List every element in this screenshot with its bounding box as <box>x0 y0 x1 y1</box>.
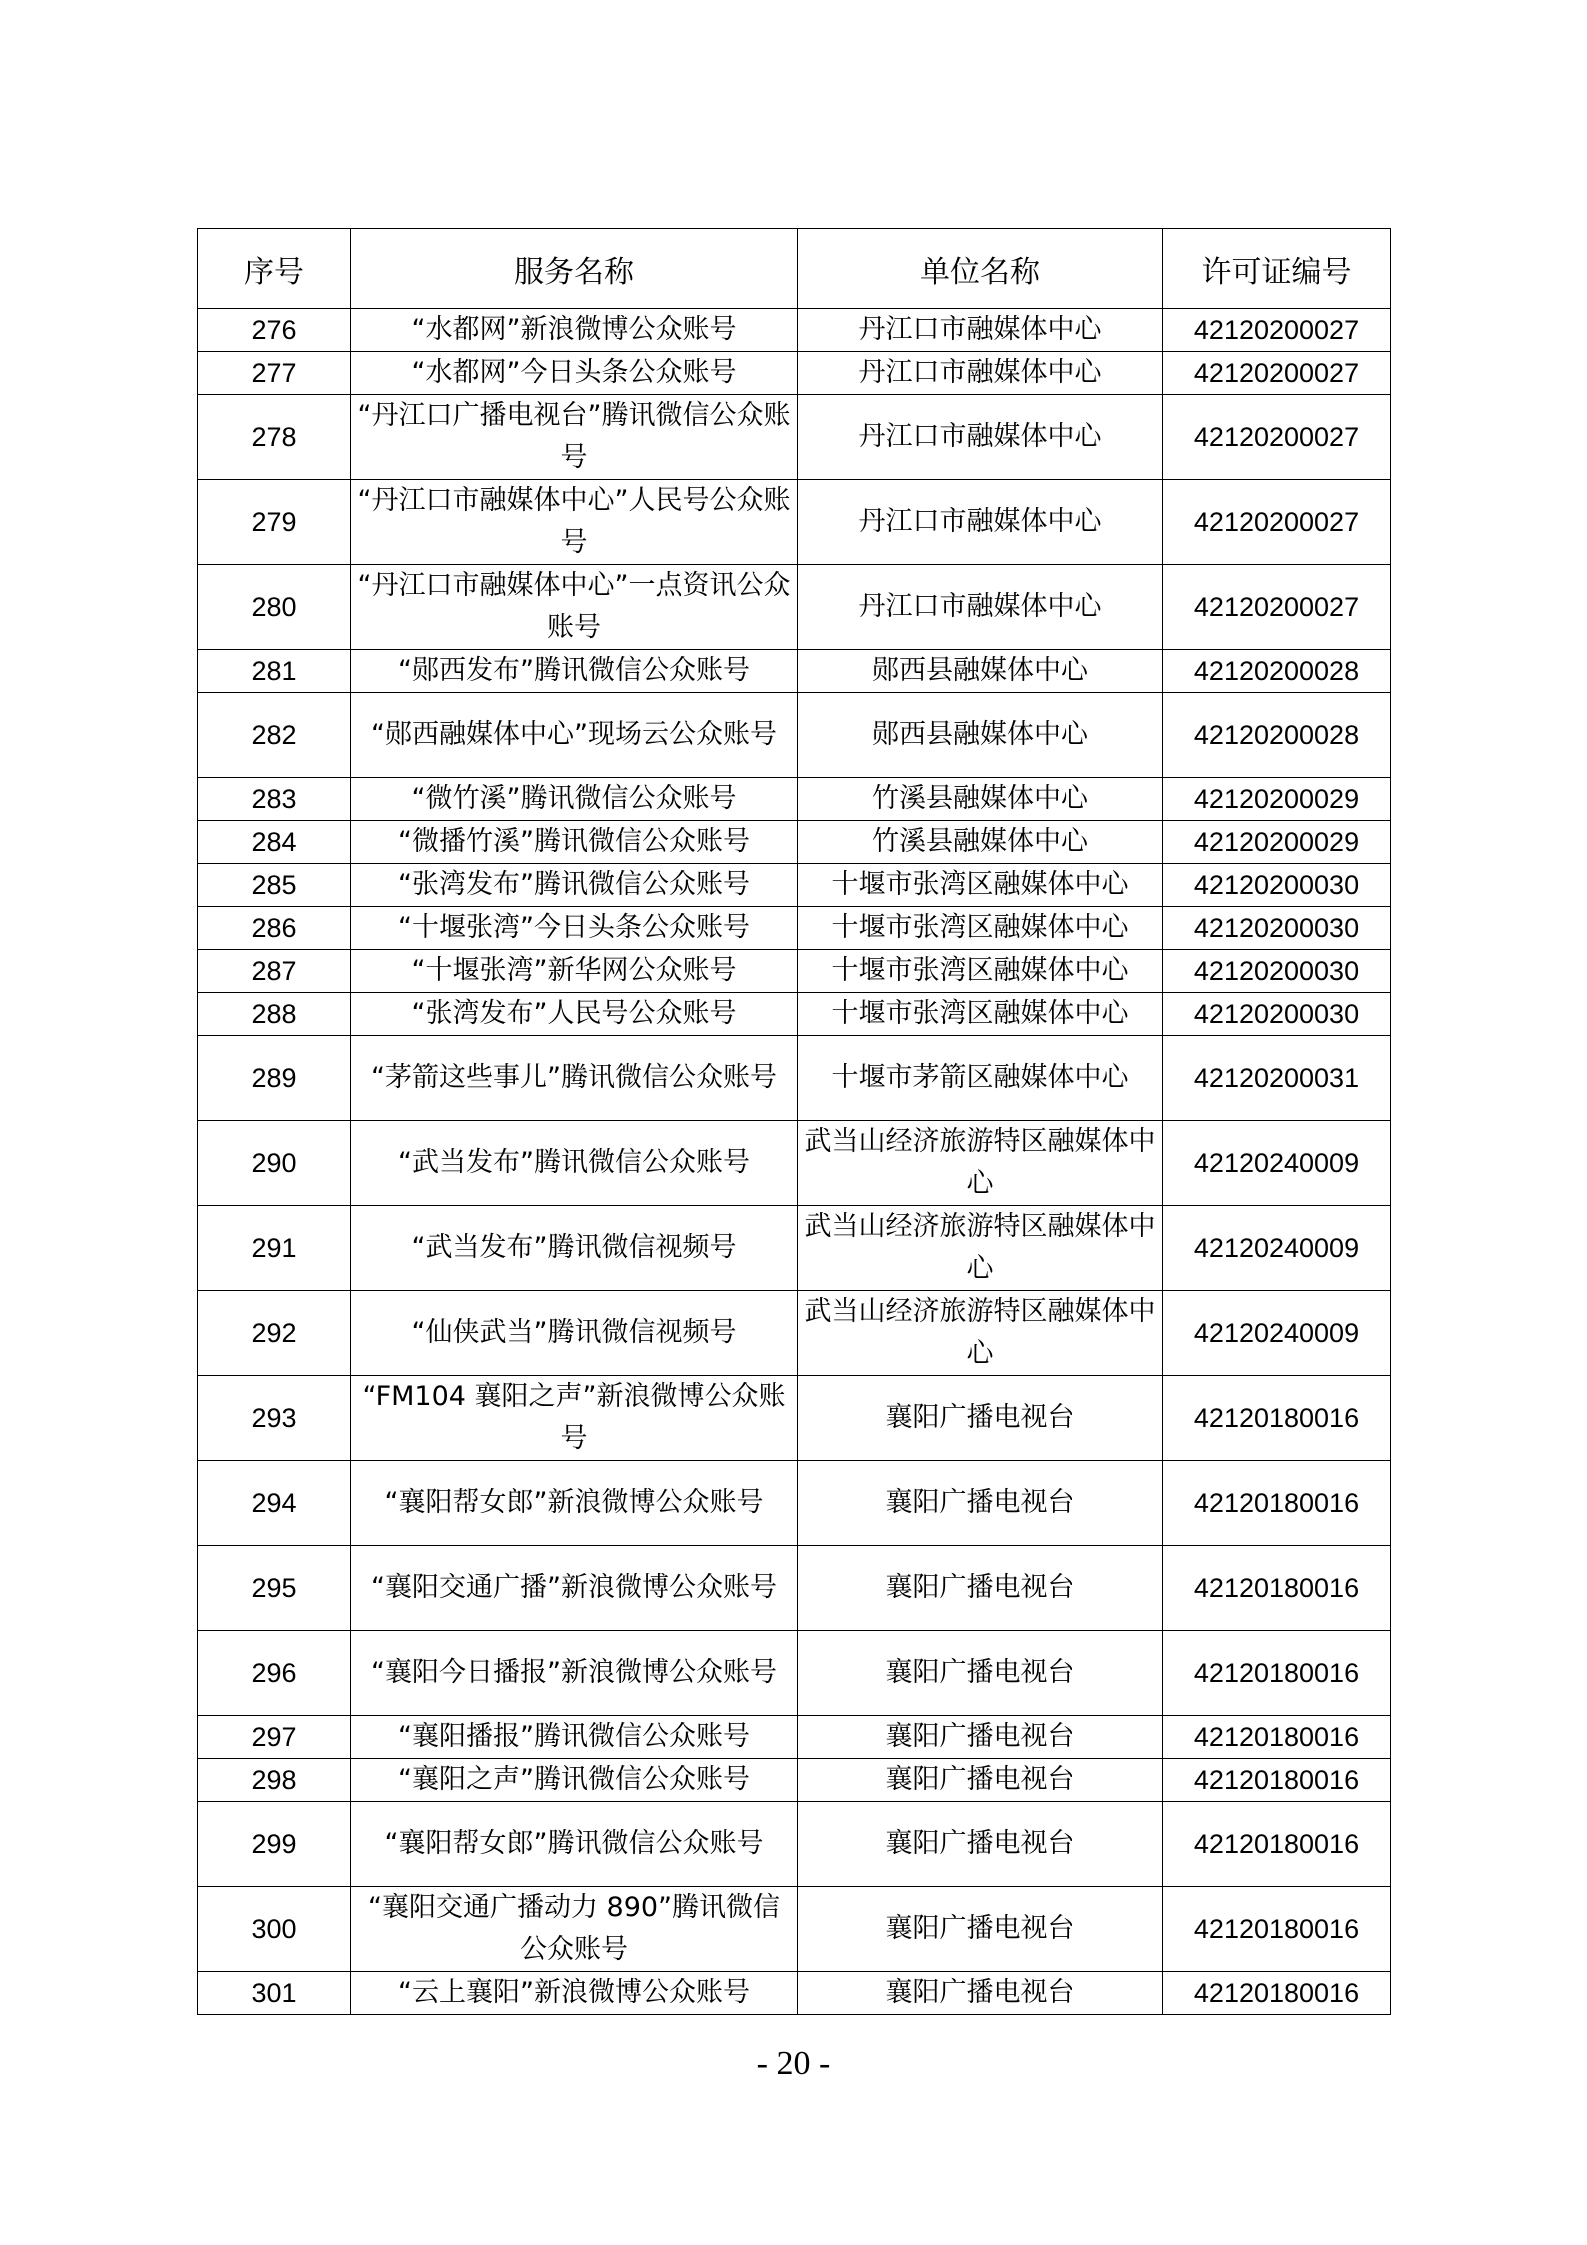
table-row <box>198 1972 1391 2015</box>
cell-organization: 竹溪县融媒体中心 <box>798 821 1163 864</box>
table-row <box>198 1802 1391 1887</box>
table-row <box>198 950 1391 993</box>
cell-index: 297 <box>198 1716 351 1759</box>
cell-service-name: “郧西发布”腾讯微信公众账号 <box>351 650 798 693</box>
table-row <box>198 1291 1391 1376</box>
cell-organization: 武当山经济旅游特区融媒体中心 <box>798 1291 1163 1376</box>
cell-service-name: “微竹溪”腾讯微信公众账号 <box>351 778 798 821</box>
cell-index: 286 <box>198 907 351 950</box>
cell-license-no: 42120180016 <box>1163 1887 1391 1972</box>
cell-service-name: “云上襄阳”新浪微博公众账号 <box>351 1972 798 2015</box>
cell-service-name: “微播竹溪”腾讯微信公众账号 <box>351 821 798 864</box>
cell-organization: 十堰市张湾区融媒体中心 <box>798 993 1163 1036</box>
cell-license-no: 42120200031 <box>1163 1036 1391 1121</box>
cell-license-no: 42120200030 <box>1163 907 1391 950</box>
table-row <box>198 1887 1391 1972</box>
cell-license-no: 42120200030 <box>1163 864 1391 907</box>
table-row <box>198 352 1391 395</box>
table-row <box>198 1206 1391 1291</box>
cell-license-no: 42120180016 <box>1163 1972 1391 2015</box>
cell-organization: 襄阳广播电视台 <box>798 1546 1163 1631</box>
cell-service-name: “十堰张湾”新华网公众账号 <box>351 950 798 993</box>
cell-organization: 丹江口市融媒体中心 <box>798 352 1163 395</box>
cell-index: 285 <box>198 864 351 907</box>
cell-service-name: “襄阳播报”腾讯微信公众账号 <box>351 1716 798 1759</box>
cell-service-name: “武当发布”腾讯微信视频号 <box>351 1206 798 1291</box>
cell-service-name: “丹江口市融媒体中心”一点资讯公众账号 <box>351 565 798 650</box>
cell-service-name: “郧西融媒体中心”现场云公众账号 <box>351 693 798 778</box>
header-license-no: 许可证编号 <box>1163 229 1391 309</box>
cell-index: 277 <box>198 352 351 395</box>
table-row <box>198 693 1391 778</box>
table-row <box>198 907 1391 950</box>
cell-organization: 十堰市张湾区融媒体中心 <box>798 907 1163 950</box>
cell-license-no: 42120240009 <box>1163 1121 1391 1206</box>
cell-service-name: “张湾发布”腾讯微信公众账号 <box>351 864 798 907</box>
cell-license-no: 42120200029 <box>1163 778 1391 821</box>
cell-service-name: “仙侠武当”腾讯微信视频号 <box>351 1291 798 1376</box>
cell-license-no: 42120200027 <box>1163 480 1391 565</box>
cell-license-no: 42120200027 <box>1163 352 1391 395</box>
cell-organization: 十堰市张湾区融媒体中心 <box>798 950 1163 993</box>
cell-index: 283 <box>198 778 351 821</box>
cell-service-name: “襄阳之声”腾讯微信公众账号 <box>351 1759 798 1802</box>
cell-organization: 襄阳广播电视台 <box>798 1887 1163 1972</box>
cell-service-name: “水都网”新浪微博公众账号 <box>351 309 798 352</box>
cell-service-name: “武当发布”腾讯微信公众账号 <box>351 1121 798 1206</box>
cell-index: 293 <box>198 1376 351 1461</box>
table-row <box>198 1759 1391 1802</box>
table-row <box>198 1036 1391 1121</box>
cell-index: 300 <box>198 1887 351 1972</box>
table-body <box>198 309 1391 2015</box>
cell-license-no: 42120200030 <box>1163 993 1391 1036</box>
cell-index: 281 <box>198 650 351 693</box>
cell-license-no: 42120200027 <box>1163 565 1391 650</box>
cell-index: 299 <box>198 1802 351 1887</box>
table-row <box>198 1461 1391 1546</box>
cell-organization: 丹江口市融媒体中心 <box>798 395 1163 480</box>
cell-organization: 武当山经济旅游特区融媒体中心 <box>798 1206 1163 1291</box>
table-row <box>198 565 1391 650</box>
table-row <box>198 821 1391 864</box>
cell-organization: 襄阳广播电视台 <box>798 1376 1163 1461</box>
header-service-name: 服务名称 <box>351 229 798 309</box>
cell-license-no: 42120200027 <box>1163 395 1391 480</box>
cell-license-no: 42120180016 <box>1163 1716 1391 1759</box>
cell-index: 294 <box>198 1461 351 1546</box>
cell-index: 284 <box>198 821 351 864</box>
cell-service-name: “丹江口市融媒体中心”人民号公众账号 <box>351 480 798 565</box>
cell-organization: 襄阳广播电视台 <box>798 1716 1163 1759</box>
table-row <box>198 650 1391 693</box>
cell-license-no: 42120180016 <box>1163 1546 1391 1631</box>
table-row <box>198 1631 1391 1716</box>
cell-index: 295 <box>198 1546 351 1631</box>
cell-index: 289 <box>198 1036 351 1121</box>
cell-license-no: 42120200028 <box>1163 693 1391 778</box>
cell-index: 288 <box>198 993 351 1036</box>
table-header-row <box>198 229 1391 309</box>
cell-license-no: 42120180016 <box>1163 1461 1391 1546</box>
cell-index: 291 <box>198 1206 351 1291</box>
cell-organization: 襄阳广播电视台 <box>798 1802 1163 1887</box>
cell-license-no: 42120200029 <box>1163 821 1391 864</box>
cell-service-name: “FM104 襄阳之声”新浪微博公众账号 <box>351 1376 798 1461</box>
cell-index: 296 <box>198 1631 351 1716</box>
table-row <box>198 1376 1391 1461</box>
cell-index: 276 <box>198 309 351 352</box>
table-row <box>198 395 1391 480</box>
table-row <box>198 1716 1391 1759</box>
cell-index: 290 <box>198 1121 351 1206</box>
license-table <box>197 228 1391 2015</box>
cell-service-name: “襄阳帮女郎”新浪微博公众账号 <box>351 1461 798 1546</box>
cell-service-name: “襄阳交通广播”新浪微博公众账号 <box>351 1546 798 1631</box>
cell-index: 287 <box>198 950 351 993</box>
cell-index: 278 <box>198 395 351 480</box>
cell-service-name: “十堰张湾”今日头条公众账号 <box>351 907 798 950</box>
cell-index: 279 <box>198 480 351 565</box>
cell-license-no: 42120200030 <box>1163 950 1391 993</box>
cell-license-no: 42120240009 <box>1163 1291 1391 1376</box>
table-row <box>198 864 1391 907</box>
cell-service-name: “襄阳交通广播动力 890”腾讯微信公众账号 <box>351 1887 798 1972</box>
table-row <box>198 1121 1391 1206</box>
table-row <box>198 778 1391 821</box>
table-row <box>198 993 1391 1036</box>
cell-license-no: 42120180016 <box>1163 1376 1391 1461</box>
table-row <box>198 480 1391 565</box>
cell-index: 292 <box>198 1291 351 1376</box>
cell-service-name: “襄阳帮女郎”腾讯微信公众账号 <box>351 1802 798 1887</box>
cell-organization: 竹溪县融媒体中心 <box>798 778 1163 821</box>
cell-service-name: “水都网”今日头条公众账号 <box>351 352 798 395</box>
cell-license-no: 42120180016 <box>1163 1759 1391 1802</box>
cell-license-no: 42120180016 <box>1163 1802 1391 1887</box>
cell-organization: 丹江口市融媒体中心 <box>798 565 1163 650</box>
table-row <box>198 1546 1391 1631</box>
cell-index: 301 <box>198 1972 351 2015</box>
cell-service-name: “茅箭这些事儿”腾讯微信公众账号 <box>351 1036 798 1121</box>
cell-organization: 十堰市茅箭区融媒体中心 <box>798 1036 1163 1121</box>
table-row <box>198 309 1391 352</box>
cell-service-name: “张湾发布”人民号公众账号 <box>351 993 798 1036</box>
cell-organization: 襄阳广播电视台 <box>798 1631 1163 1716</box>
cell-service-name: “丹江口广播电视台”腾讯微信公众账号 <box>351 395 798 480</box>
page-number: - 20 - <box>756 2045 831 2082</box>
cell-organization: 十堰市张湾区融媒体中心 <box>798 864 1163 907</box>
cell-organization: 襄阳广播电视台 <box>798 1972 1163 2015</box>
header-organization: 单位名称 <box>798 229 1163 309</box>
cell-organization: 郧西县融媒体中心 <box>798 693 1163 778</box>
cell-license-no: 42120200028 <box>1163 650 1391 693</box>
cell-index: 282 <box>198 693 351 778</box>
cell-organization: 襄阳广播电视台 <box>798 1461 1163 1546</box>
cell-license-no: 42120240009 <box>1163 1206 1391 1291</box>
header-index: 序号 <box>198 229 351 309</box>
cell-organization: 丹江口市融媒体中心 <box>798 480 1163 565</box>
cell-license-no: 42120180016 <box>1163 1631 1391 1716</box>
cell-organization: 襄阳广播电视台 <box>798 1759 1163 1802</box>
cell-index: 298 <box>198 1759 351 1802</box>
cell-organization: 武当山经济旅游特区融媒体中心 <box>798 1121 1163 1206</box>
cell-license-no: 42120200027 <box>1163 309 1391 352</box>
cell-service-name: “襄阳今日播报”新浪微博公众账号 <box>351 1631 798 1716</box>
cell-organization: 郧西县融媒体中心 <box>798 650 1163 693</box>
cell-organization: 丹江口市融媒体中心 <box>798 309 1163 352</box>
cell-index: 280 <box>198 565 351 650</box>
